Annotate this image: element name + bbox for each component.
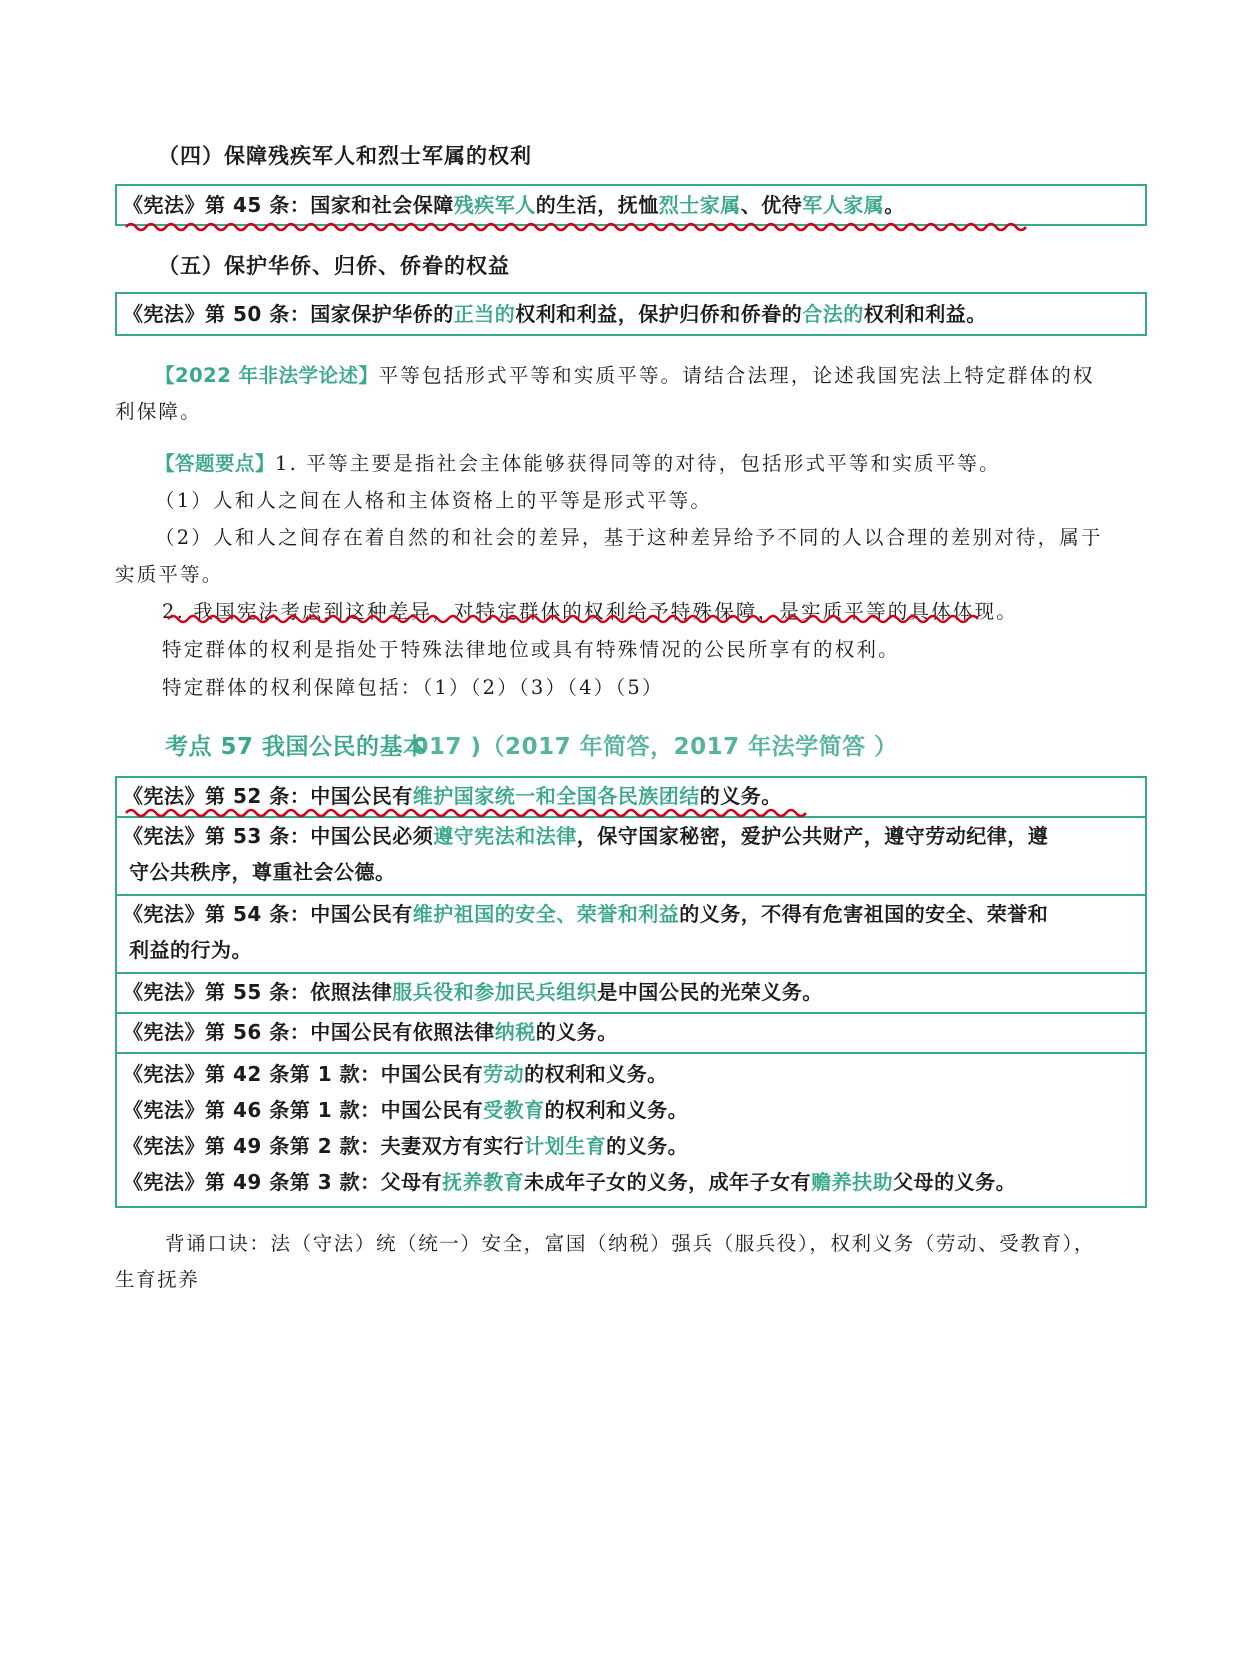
duties-table <box>115 776 1147 1208</box>
duty-row-56 <box>117 1012 1145 1052</box>
mnemonic-line-1: 背诵口诀：法（守法）统（统一）安全，富国（纳税）强兵（服兵役），权利义务（劳动、受教育）， <box>165 1232 1096 1255</box>
article-50-text: 《宪法》第 50 条：国家保护华侨的正当的权利和利益，保护归侨和侨眷的合法的权利和利益。 <box>123 302 987 326</box>
right-duty-49-3: 《宪法》第 49 条第 3 款：父母有抚养教育未成年子女的义务，成年子女有赡养扶助父母的义务。 <box>123 1170 1017 1194</box>
red-underline-45 <box>124 220 964 234</box>
answer-point-1: 【答题要点】1. 平等主要是指社会主体能够获得同等的对待，包括形式平等和实质平等。 <box>155 452 1001 475</box>
red-underline-point-2-path <box>168 616 978 622</box>
right-duty-42: 《宪法》第 42 条第 1 款：中国公民有劳动的权利和义务。 <box>123 1062 668 1086</box>
answer-point-1-2-line-1: （2）人和人之间存在着自然的和社会的差异，基于这种差异给予不同的人以合理的差别对待，属于 <box>155 526 1103 549</box>
right-duty-49-2: 《宪法》第 49 条第 2 款：夫妻双方有实行计划生育的义务。 <box>123 1134 689 1158</box>
answer-point-2: 2. 我国宪法考虑到这种差异，对特定群体的权利给予特殊保障，是实质平等的具体体现。 <box>162 600 1019 623</box>
answer-point-1-1: （1）人和人之间在人格和主体资格上的平等是形式平等。 <box>155 489 713 512</box>
answer-point-2-list: 特定群体的权利保障包括：（1）（2）（3）（4）（5） <box>162 676 664 699</box>
right-duty-46: 《宪法》第 46 条第 1 款：中国公民有受教育的权利和义务。 <box>123 1098 689 1122</box>
section-5-heading: （五）保护华侨、归侨、侨眷的权益 <box>158 254 510 278</box>
duty-54-line-2: 利益的行为。 <box>129 938 252 962</box>
duty-55-text: 《宪法》第 55 条：依照法律服兵役和参加民兵组织是中国公民的光荣义务。 <box>123 980 823 1004</box>
duty-row-53 <box>117 816 1145 894</box>
red-underline-45-path <box>126 224 1026 230</box>
rights-duties-row <box>117 1052 1145 1206</box>
duty-53-line-1: 《宪法》第 53 条：中国公民必须遵守宪法和法律，保守国家秘密，爱护公共财产，遵守劳动纪律，遵 <box>123 824 1049 848</box>
duty-52-text: 《宪法》第 52 条：中国公民有维护国家统一和全国各民族团结的义务。 <box>123 784 782 808</box>
article-50-box <box>115 292 1147 336</box>
exam-question-line-1: 【2022 年非法学论述】平等包括形式平等和实质平等。请结合法理，论述我国宪法上特定群体的权 <box>155 364 1095 387</box>
mnemonic-line-2: 生育抚养 <box>115 1268 200 1291</box>
duty-row-54 <box>117 894 1145 972</box>
answer-point-1-2-line-2: 实质平等。 <box>115 563 224 586</box>
red-underline-52-path <box>126 810 806 816</box>
duty-53-line-2: 守公共秩序，尊重社会公德。 <box>129 860 396 884</box>
section-4-heading: （四）保障残疾军人和烈士军属的权利 <box>158 144 532 168</box>
duty-54-line-1: 《宪法》第 54 条：中国公民有维护祖国的安全、荣誉和利益的义务，不得有危害祖国的安全、荣誉和 <box>123 902 1049 926</box>
duty-56-text: 《宪法》第 56 条：中国公民有依照法律纳税的义务。 <box>123 1020 618 1044</box>
kaodian-title: 考点 57 我国公民的基本017 )（2017 年简答，2017 年法学简答 ） <box>165 734 898 760</box>
red-underline-point-2 <box>166 613 1006 625</box>
exam-question-line-2: 利保障。 <box>115 400 202 423</box>
red-underline-52 <box>124 806 814 820</box>
duty-row-55 <box>117 972 1145 1012</box>
article-45-text: 《宪法》第 45 条：国家和社会保障残疾军人的生活，抚恤烈士家属、优待军人家属。 <box>123 193 905 217</box>
answer-point-2-definition: 特定群体的权利是指处于特殊法律地位或具有特殊情况的公民所享有的权利。 <box>162 638 900 661</box>
